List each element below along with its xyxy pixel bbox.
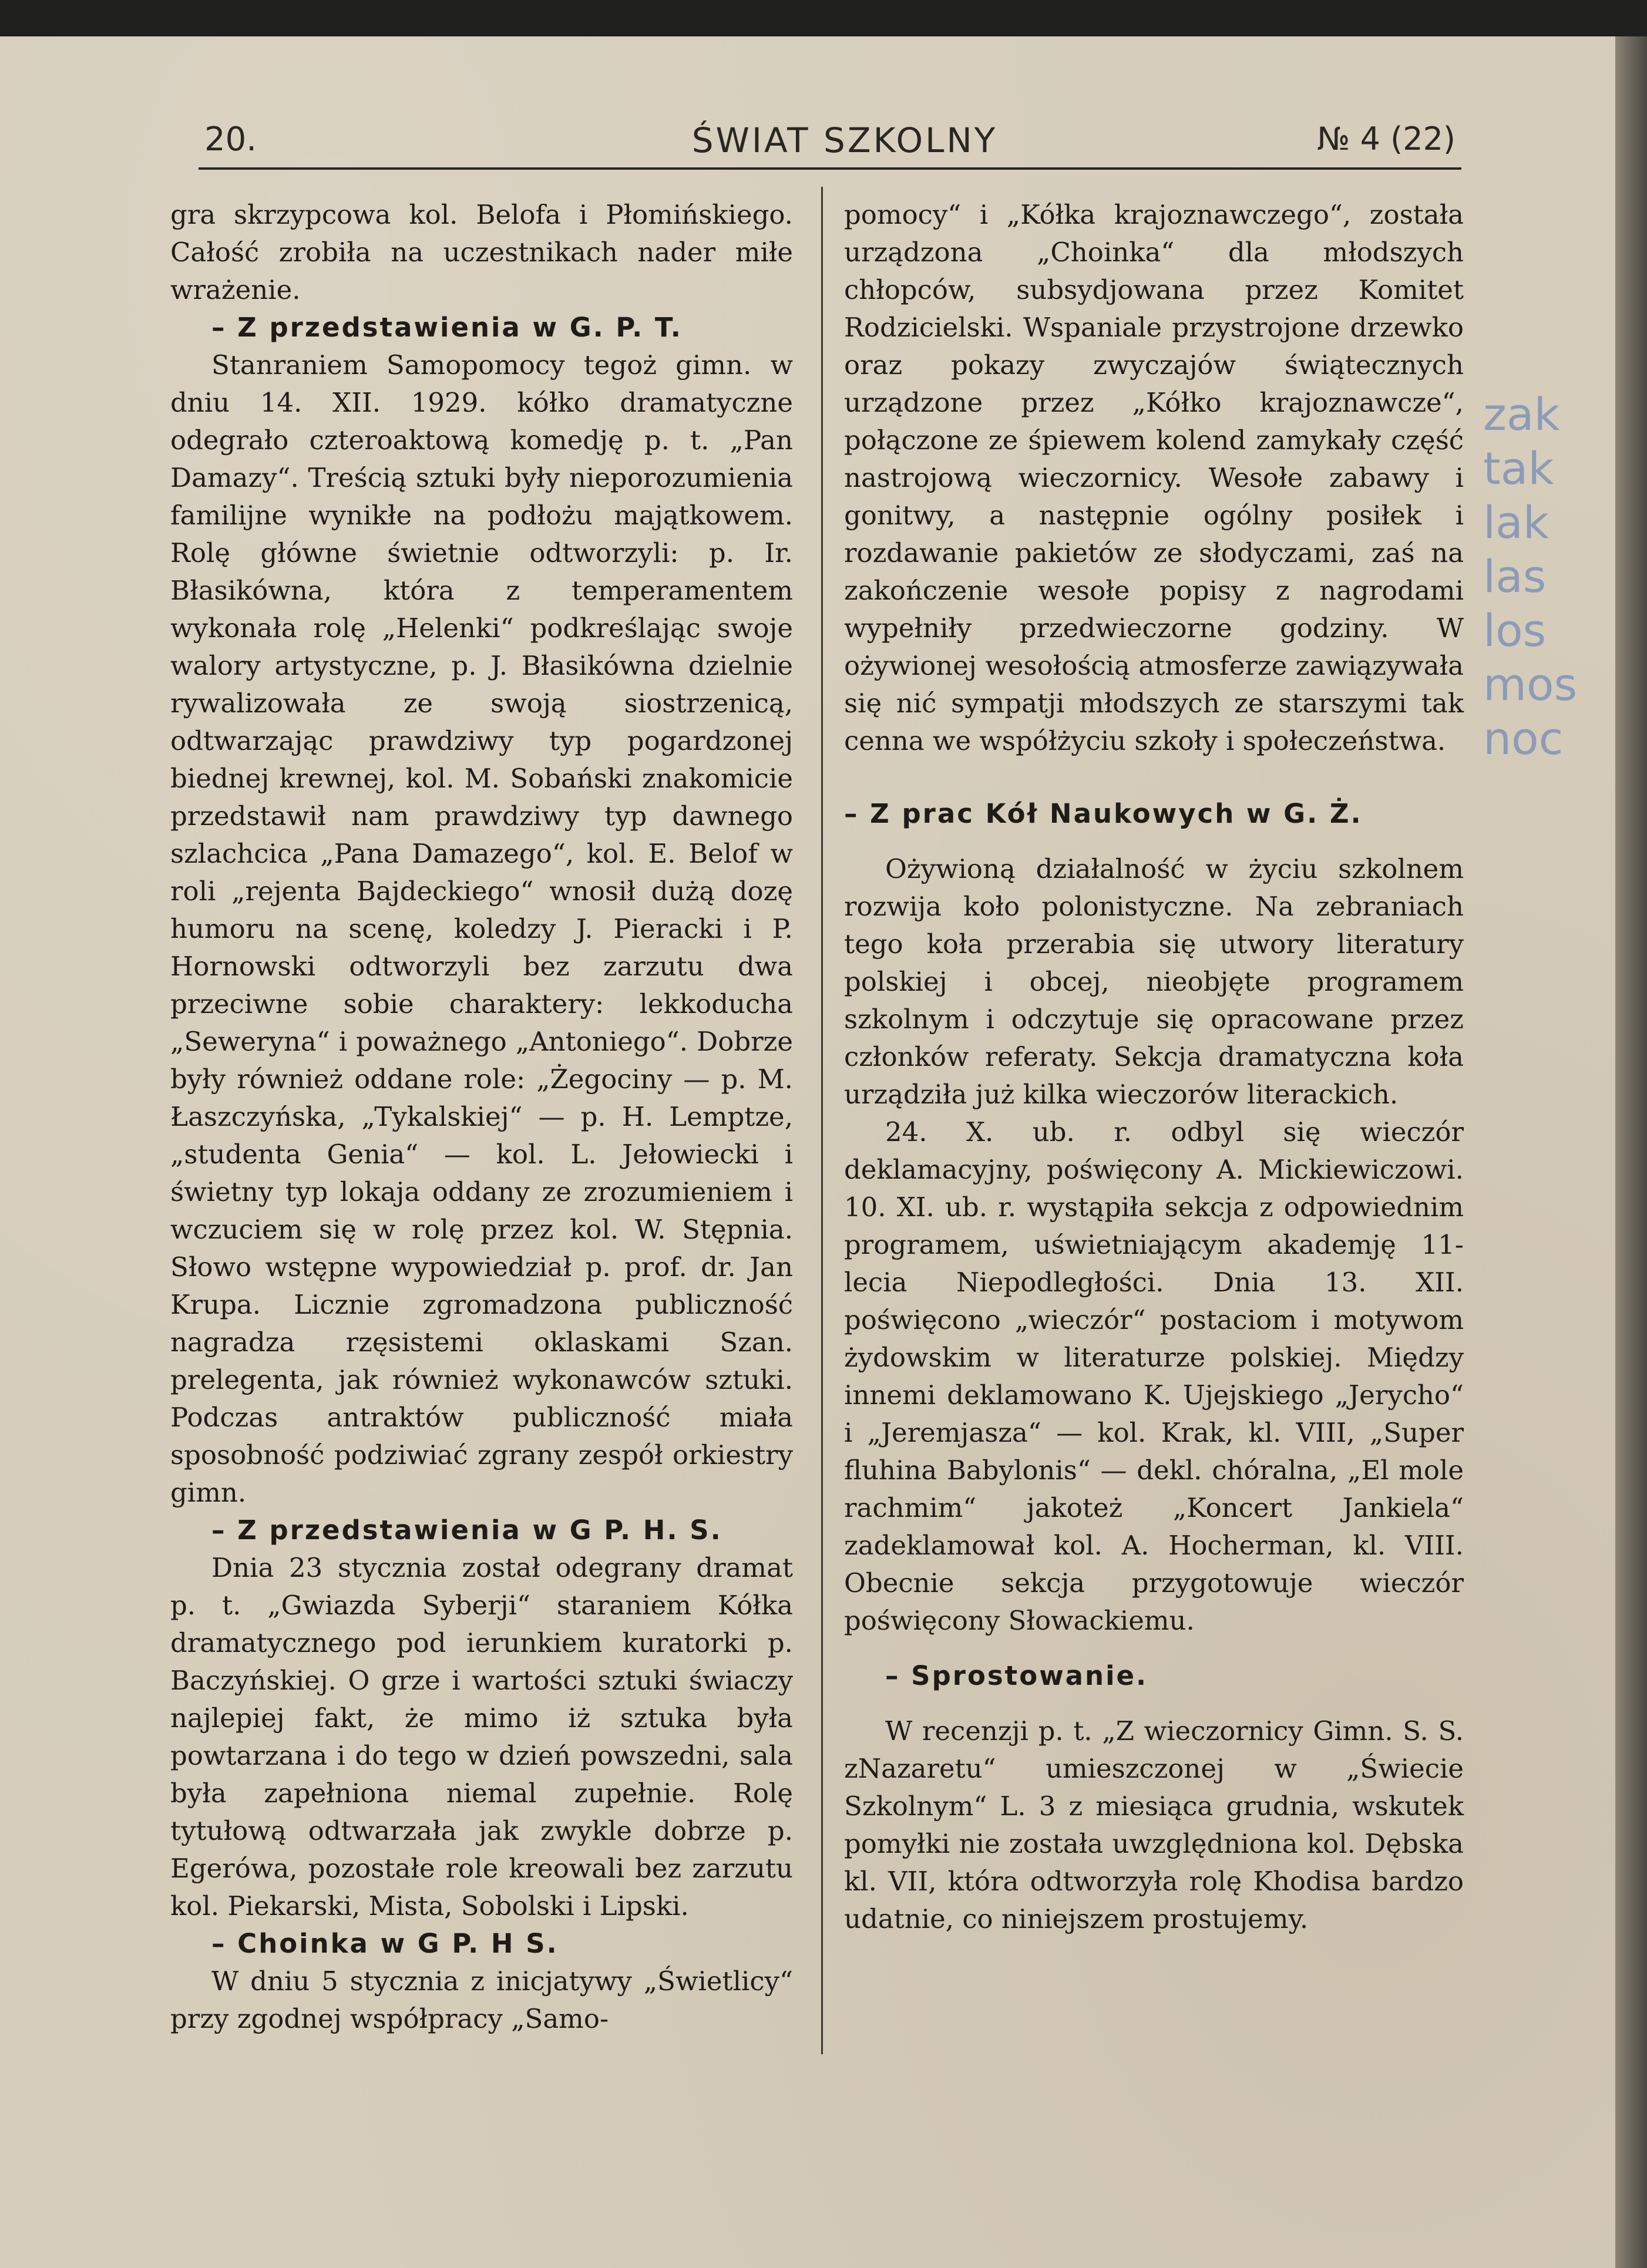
spacer <box>844 760 1464 795</box>
right-column <box>844 196 1464 1938</box>
paragraph: W dniu 5 stycznia z inicjatywy „Świetlicy“ przy zgodnej współpracy „Samo- <box>170 1966 793 2034</box>
publication-title: ŚWIAT SZKOLNY <box>691 120 998 160</box>
section-heading: – Z prac Kół Naukowych w G. Ż. <box>844 798 1363 829</box>
margin-handwriting <box>1483 388 1612 766</box>
page-number: 20. <box>204 120 257 159</box>
page-header <box>199 115 1461 167</box>
paragraph: Ożywioną działalność w życiu szkolnem rozwija koło polonistyczne. Na zebraniach tego koła przerabia się utwory literatury polskiej i obcej, nieobjęte programem szkolnym i odczytuje się opracowane przez członków referaty. Sekcja dramatyczna koła urządziła już kilka wieczorów literackich. <box>844 853 1464 1110</box>
section-heading: – Z przedstawienia w G P. H. S. <box>211 1515 722 1546</box>
section-heading: – Sprostowanie. <box>885 1660 1148 1691</box>
header-rule <box>199 167 1461 170</box>
spacer <box>844 833 1464 850</box>
paragraph: 24. X. ub. r. odbyl się wieczór deklamacyjny, poświęcony A. Mickiewiczowi. 10. XI. ub. r. wystąpiła sekcja z odpowiednim programem, uświetniającym akademję 11-lecia Niepodległości. Dnia 13. XII. poświęcono „wieczór“ postaciom i motywom żydowskim w literaturze polskiej. Między innemi deklamowano K. Ujejskiego „Jerycho“ i „Jeremjasza“ — kol. Krak, kl. VIII, „Super fluhina Babylonis“ — dekl. chóralna, „El mole rachmim“ jakoteż „Koncert Jankiela“ zadeklamował kol. A. Hocherman, kl. VIII. Obecnie sekcja przygotowuje wieczór poświęcony Słowackiemu. <box>844 1116 1464 1636</box>
paragraph: W recenzji p. t. „Z wieczornicy Gimn. S. S. zNazaretu“ umieszczonej w „Świecie Szkolnym“ L. 3 z miesiąca grudnia, wskutek pomyłki nie została uwzględniona kol. Dębska kl. VII, która odtworzyła rolę Khodisa bardzo udatnie, co niniejszem prostujemy. <box>844 1715 1464 1934</box>
spacer <box>844 1695 1464 1712</box>
handwritten-word: tak <box>1483 442 1554 494</box>
handwritten-word: las <box>1483 550 1547 603</box>
section-heading: – Z przedstawienia w G. P. T. <box>211 312 683 343</box>
handwritten-word: los <box>1483 604 1547 657</box>
section-heading: – Choinka w G P. H S. <box>211 1928 559 1959</box>
issue-number: № 4 (22) <box>1317 120 1456 157</box>
page-edge-shadow <box>1615 36 1647 2268</box>
paragraph: gra skrzypcowa kol. Belofa i Płomińskiego. Całość zrobiła na uczestnikach nader miłe wrażenie. <box>170 199 793 305</box>
handwritten-word: zak <box>1483 388 1560 440</box>
paragraph: Dnia 23 stycznia został odegrany dramat p. t. „Gwiazda Syberji“ staraniem Kółka dramatycznego pod ierunkiem kuratorki p. Baczyńskiej. O grze i wartości sztuki świaczy najlepiej fakt, że mimo iż sztuka była powtarzana i do tego w dzień powszedni, sala była zapełniona niemal zupełnie. Rolę tytułową odtwarzała jak zwykle dobrze p. Egerówa, pozostałe role kreowali bez zarzutu kol. Piekarski, Mista, Sobolski i Lipski. <box>170 1552 793 1922</box>
handwritten-word: mos <box>1483 658 1578 711</box>
handwritten-word: lak <box>1483 496 1549 549</box>
handwritten-word: noc <box>1483 712 1564 765</box>
spacer <box>844 1640 1464 1657</box>
paragraph: Stanraniem Samopomocy tegoż gimn. w dniu 14. XII. 1929. kółko dramatyczne odegrało czteroaktową komedję p. t. „Pan Damazy“. Treścią sztuki były nieporozumienia familijne wynikłe na podłożu majątkowem. Rolę główne świetnie odtworzyli: p. Ir. Błasikówna, która z temperamentem wykonała rolę „Helenki“ podkreślając swoje walory artystyczne, p. J. Błasikówna dzielnie rywalizowała ze swoją siostrzenicą, odtwarzając prawdziwy typ pogardzonej biednej krewnej, kol. M. Sobański znakomicie przedstawił nam prawdziwy typ dawnego szlachcica „Pana Damazego“, kol. E. Belof w roli „rejenta Bajdeckiego“ wnosił dużą dozę humoru na scenę, koledzy J. Pieracki i P. Hornowski odtworzyli bez zarzutu dwa przeciwne sobie charaktery: lekkoducha „Seweryna“ i poważnego „Antoniego“. Dobrze były również oddane role: „Żegociny — p. M. Łaszczyńska, „Tykalskiej“ — p. H. Lemptze, „studenta Genia“ — kol. L. Jełowiecki i świetny typ lokaja oddany ze zrozumieniem i wczuciem się w rolę przez kol. W. Stępnia. Słowo wstępne wypowiedział p. prof. dr. Jan Krupa. Licznie zgromadzona publiczność nagradza rzęsistemi oklaskami Szan. prelegenta, jak również wykonawców sztuki. Podczas antraktów publiczność miała sposobność podziwiać zgrany zespół orkiestry gimn. <box>170 349 793 1508</box>
paragraph: pomocy“ i „Kółka krajoznawczego“, została urządzona „Choinka“ dla młodszych chłopców, subsydjowana przez Komitet Rodzicielski. Wspaniale przystrojone drzewko oraz pokazy zwyczajów świątecznych urządzone przez „Kółko krajoznawcze“, połączone ze śpiewem kolend zamykały część nastrojową wieczornicy. Wesołe zabawy i gonitwy, a następnie ogólny posiłek i rozdawanie pakietów ze słodyczami, zaś na zakończenie wesołe popisy z nagrodami wypełniły przedwieczorne godziny. W ożywionej wesołością atmosferze zawiązywała się nić sympatji młodszych ze starszymi tak cenna we współżyciu szkoły i społeczeństwa. <box>844 199 1464 756</box>
left-column <box>170 196 793 2038</box>
column-divider <box>821 187 823 2054</box>
scan-background <box>0 0 1647 36</box>
